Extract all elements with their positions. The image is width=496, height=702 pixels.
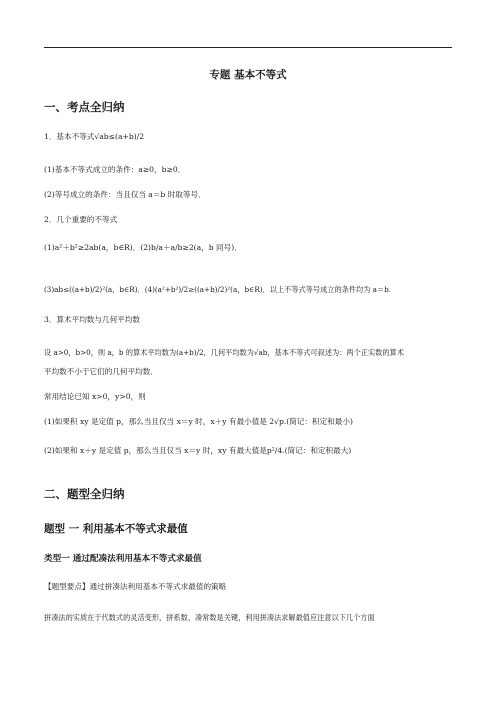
item-2-line: 2．几个重要的不等式 bbox=[44, 215, 118, 224]
page-title: 专题 基本不等式 bbox=[209, 69, 287, 81]
item-1-condition-1: (1)基本不等式成立的条件：a≥0，b≥0． bbox=[44, 165, 186, 174]
topic-heading: 题型 一 利用基本不等式求最值 bbox=[44, 523, 188, 535]
common-conclusion: 常用结论已知 x>0，y>0，则 bbox=[44, 392, 146, 401]
item-1-condition-2: (2)等号成立的条件：当且仅当 a＝b 时取等号． bbox=[44, 190, 206, 199]
item-1-line: 1．基本不等式√ab≤(a+b)/2 bbox=[44, 132, 145, 141]
inequality-row-2: (3)ab≤((a+b)/2)²(a，b∈R)．(4)(a²+b²)/2≥((a+b)/2)²(a，b∈R)．以上不等式等号成立的条件均为 a＝b. bbox=[44, 285, 392, 294]
section-heading-2: 二、题型全归纳 bbox=[44, 487, 125, 501]
header-rule bbox=[44, 47, 452, 48]
result-1: (1)如果积 xy 是定值 p，那么当且仅当 x＝y 时，x＋y 有最小值是 2√p.(简记：积定和最小) bbox=[44, 417, 353, 426]
subtype-heading: 类型一 通过配凑法利用基本不等式求最值 bbox=[44, 554, 202, 564]
item-3-line: 3．算术平均数与几何平均数 bbox=[44, 315, 140, 324]
section-heading-1: 一、考点全归纳 bbox=[44, 100, 125, 114]
inequality-row-1: (1)a²＋b²≥2ab(a，b∈R)．(2)b/a＋a/b≥2(a，b 同号)． bbox=[44, 243, 242, 252]
key-point: 【题型要点】通过拼凑法利用基本不等式求最值的策略 bbox=[44, 582, 227, 591]
item-3-paragraph-b: 平均数不小于它们的几何平均数． bbox=[44, 367, 158, 376]
result-2: (2)如果和 x＋y 是定值 p，那么当且仅当 x＝y 时，xy 有最大值是p²/4.(简记：和定积最大) bbox=[44, 446, 352, 455]
description: 拼凑法的实质在于代数式的灵活变形，拼系数、凑常数是关键，利用拼凑法求解最值应注意以下几个方面 bbox=[44, 613, 375, 622]
item-3-paragraph-a: 设 a>0，b>0，则 a，b 的算术平均数为(a+b)/2，几何平均数为√ab，基本不等式可叙述为：两个正实数的算术 bbox=[44, 348, 404, 357]
